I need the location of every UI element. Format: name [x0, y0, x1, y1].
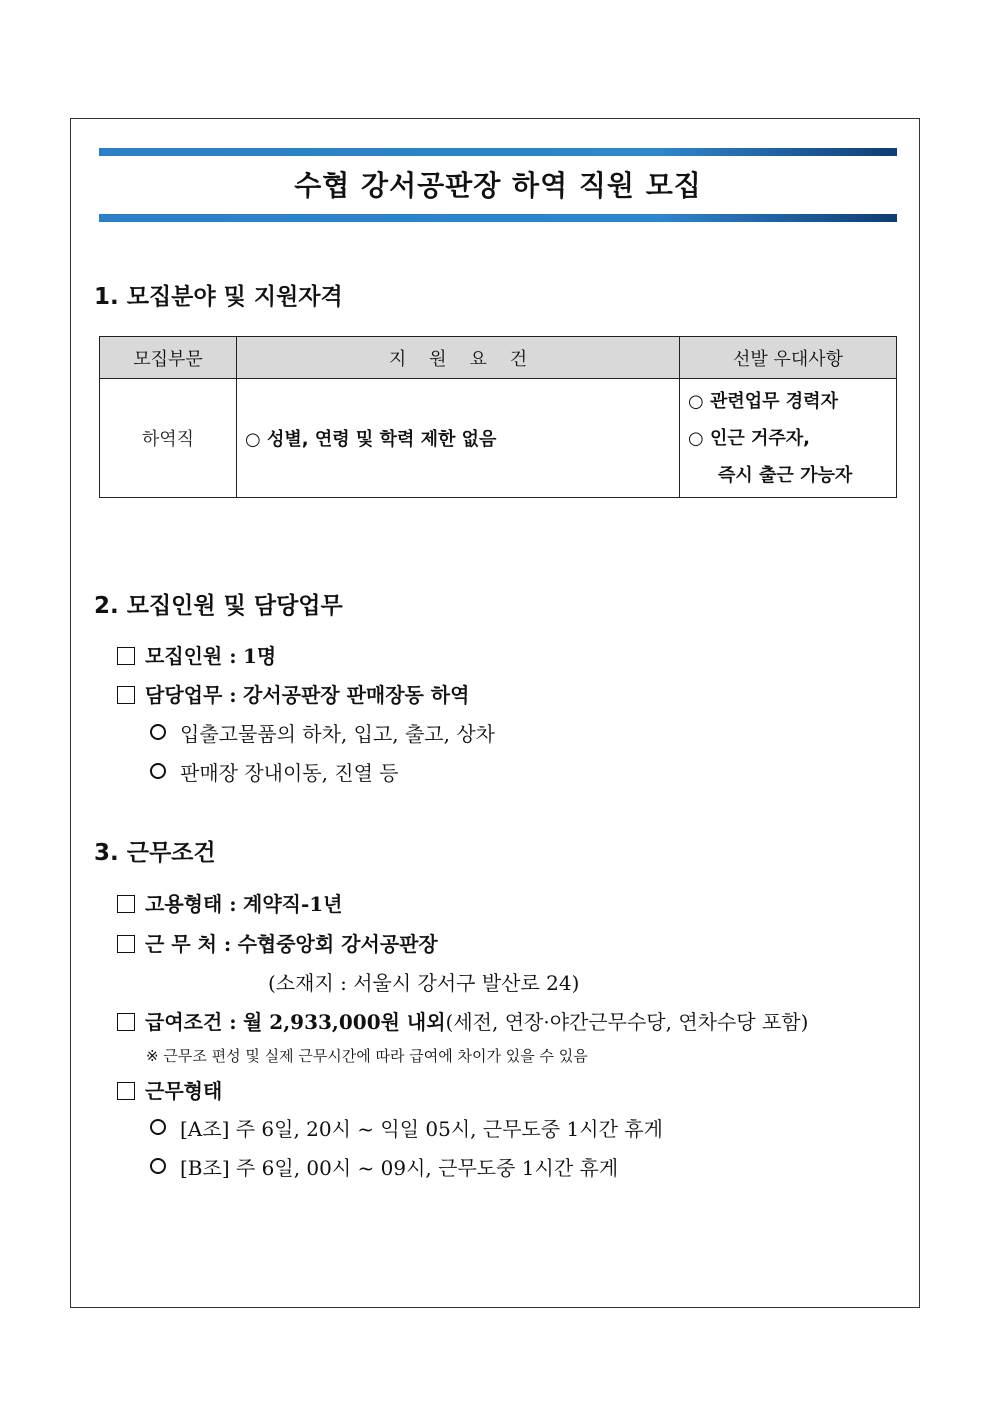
- shift-item-text: [A조] 주 6일, 20시 ~ 익일 05시, 근무도중 1시간 휴게: [180, 1117, 663, 1141]
- circle-bullet-icon: [150, 724, 166, 740]
- duty-item-text: 판매장 장내이동, 진열 등: [180, 761, 399, 785]
- requirements-table: [99, 336, 897, 498]
- employment-value: 계약직-1년: [243, 892, 343, 916]
- table-row: [100, 379, 897, 498]
- duty-value: 강서공판장 판매장동 하역: [243, 683, 470, 707]
- duty-item: [150, 757, 399, 786]
- recruit-value: 1명: [243, 644, 277, 668]
- duty-label: 담당업무 :: [145, 683, 237, 707]
- preference-item: ○ 인근 거주자,: [688, 427, 811, 449]
- workplace-label: 근 무 처 :: [145, 932, 232, 956]
- checkbox-icon: [117, 895, 135, 913]
- salary-value: 월 2,933,000원 내외: [243, 1010, 446, 1034]
- workplace-value: 수협중앙회 강서공판장: [237, 932, 438, 956]
- salary-label: 급여조건 :: [145, 1010, 237, 1034]
- header-preferences: 선발 우대사항: [680, 337, 897, 379]
- shift-label: 근무형태: [145, 1079, 223, 1103]
- preference-item: 즉시 출근 가능자: [718, 464, 853, 486]
- header-requirements: 지 원 요 건: [237, 337, 680, 379]
- duty-item-text: 입출고물품의 하차, 입고, 출고, 상차: [180, 722, 495, 746]
- workplace-address: (소재지 : 서울시 강서구 발산로 24): [268, 971, 580, 995]
- duty-line: [117, 679, 469, 708]
- header-category: 모집부문: [100, 337, 237, 379]
- circle-bullet-icon: [150, 1158, 166, 1174]
- section1-heading: 1. 모집분야 및 지원자격: [94, 284, 343, 310]
- shift-item: [150, 1113, 663, 1142]
- recruit-count-line: [117, 640, 276, 669]
- title-bottom-bar: [99, 214, 897, 222]
- duty-item: [150, 718, 495, 747]
- salary-note: ※ 근무조 편성 및 실제 근무시간에 따라 급여에 차이가 있을 수 있음: [146, 1047, 588, 1065]
- employment-line: [117, 888, 343, 917]
- checkbox-icon: [117, 686, 135, 704]
- page-title: 수협 강서공판장 하역 직원 모집: [294, 169, 702, 202]
- section2-heading: 2. 모집인원 및 담당업무: [94, 593, 343, 619]
- circle-bullet-icon: [150, 763, 166, 779]
- checkbox-icon: [117, 1082, 135, 1100]
- shift-item: [150, 1152, 618, 1181]
- table-header-row: [100, 337, 897, 379]
- title-top-bar: [99, 148, 897, 156]
- salary-line: [117, 1006, 808, 1035]
- shift-item-text: [B조] 주 6일, 00시 ~ 09시, 근무도중 1시간 휴게: [180, 1156, 619, 1180]
- checkbox-icon: [117, 1013, 135, 1031]
- employment-label: 고용형태 :: [145, 892, 237, 916]
- cell-requirement: ○ 성별, 연령 및 학력 제한 없음: [237, 379, 680, 498]
- cell-category: 하역직: [100, 379, 237, 498]
- salary-detail: (세전, 연장·야간근무수당, 연차수당 포함): [445, 1010, 809, 1034]
- section3-heading: 3. 근무조건: [94, 840, 216, 866]
- recruit-label: 모집인원 :: [145, 644, 237, 668]
- checkbox-icon: [117, 935, 135, 953]
- checkbox-icon: [117, 647, 135, 665]
- circle-bullet-icon: [150, 1119, 166, 1135]
- workplace-line: [117, 928, 438, 957]
- preference-item: ○ 관련업무 경력자: [688, 390, 838, 412]
- shift-line: [117, 1075, 222, 1104]
- cell-preferences: [680, 379, 897, 498]
